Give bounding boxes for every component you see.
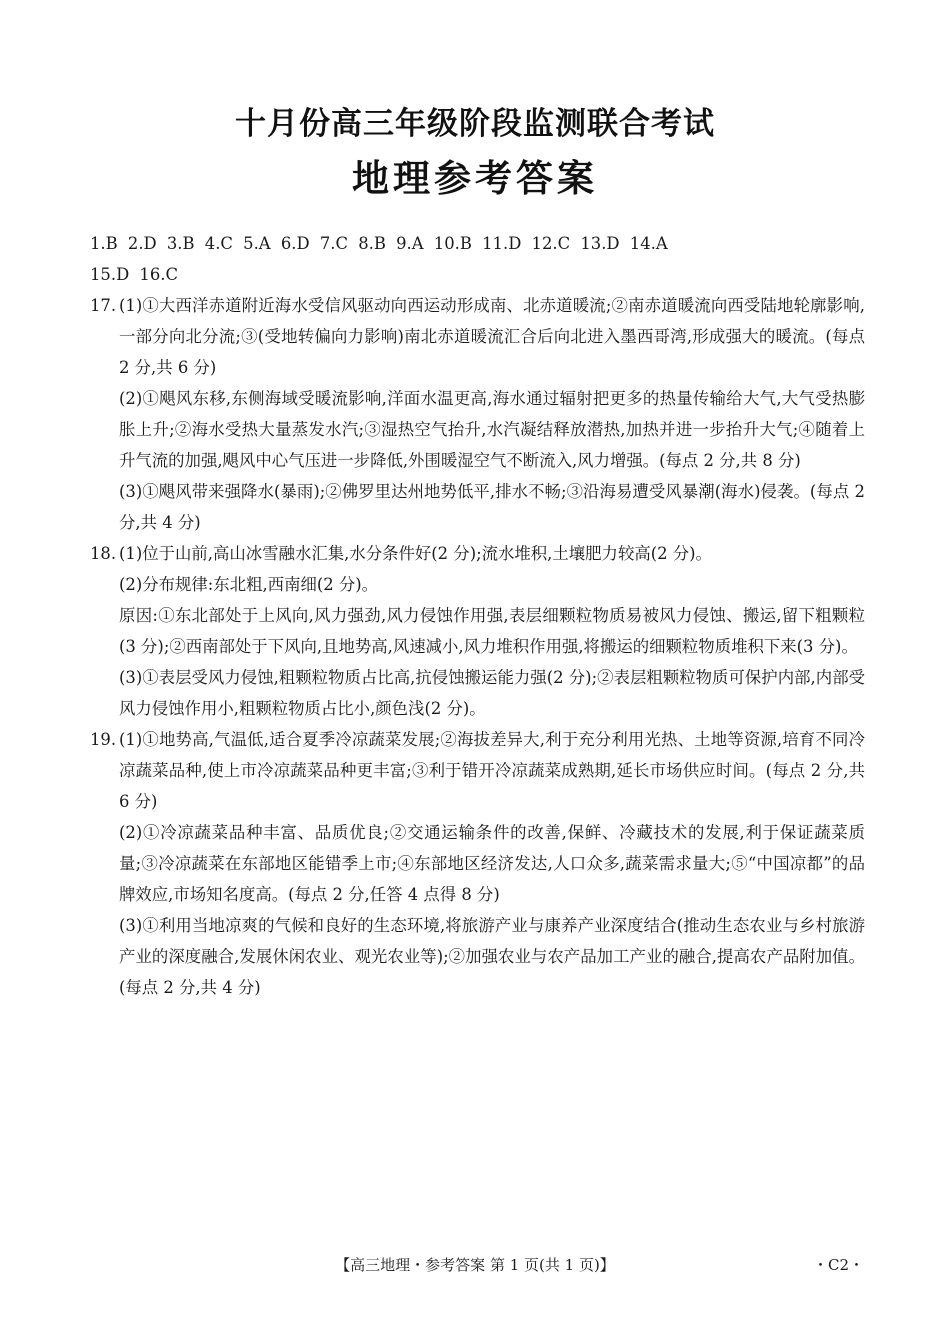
answer-part: (2)①飓风东移,东侧海域受暖流影响,洋面水温更高,海水通过辐射把更多的热量传输给大气,大气受热膨胀上升;②海水受热大量蒸发水汽;③湿热空气抬升,水汽凝结释放潜热,加热并进一步抬升大气;④随着上升气流的加强,飓风中心气压进一步降低,外围暖湿空气不断流入,风力增强。(每点 2 分,共 8 分) bbox=[119, 389, 865, 470]
answer-content bbox=[90, 228, 865, 1003]
answer-part: (3)①利用当地凉爽的气候和良好的生态环境,将旅游产业与康养产业深度结合(推动生态农业与乡村旅游产业的深度融合,发展休闲农业、观光农业等);②加强农业与农产品加工产业的融合,提高农产品附加值。(每点 2 分,共 4 分) bbox=[119, 916, 865, 997]
question-body bbox=[119, 290, 865, 538]
answer-part: (3)①表层受风力侵蚀,粗颗粒物质占比高,抗侵蚀搬运能力强(2 分);②表层粗颗粒物质可保护内部,内部受风力侵蚀作用小,粗颗粒物质占比小,颜色浅(2 分)。 bbox=[119, 668, 865, 718]
page-title: 十月份高三年级阶段监测联合考试 bbox=[235, 106, 715, 142]
question-19 bbox=[90, 724, 865, 1003]
question-body bbox=[119, 724, 865, 1003]
choice-answers-line-2: 15.D 16.C bbox=[90, 265, 179, 284]
answer-part: (3)①飓风带来强降水(暴雨);②佛罗里达州地势低平,排水不畅;③沿海易遭受风暴潮(海水)侵袭。(每点 2 分,共 4 分) bbox=[119, 482, 865, 532]
page-subtitle: 地理参考答案 bbox=[352, 157, 598, 200]
question-number: 18. bbox=[90, 544, 117, 563]
choice-answers-line-1: 1.B 2.D 3.B 4.C 5.A 6.D 7.C 8.B 9.A 10.B 11.D 12.C 13.D 14.A bbox=[90, 234, 668, 253]
page-footer: 【高三地理・参考答案 第 1 页(共 1 页)】 bbox=[335, 1256, 615, 1274]
question-number: 17. bbox=[90, 296, 117, 315]
question-18 bbox=[90, 538, 865, 724]
answer-part: (2)①冷凉蔬菜品种丰富、品质优良;②交通运输条件的改善,保鲜、冷藏技术的发展,利于保证蔬菜质量;③冷凉蔬菜在东部地区能错季上市;④东部地区经济发达,人口众多,蔬菜需求量大;⑤“中国凉都”的品牌效应,市场知名度高。(每点 2 分,任答 4 点得 8 分) bbox=[119, 823, 865, 904]
answer-part: (2)分布规律:东北粗,西南细(2 分)。 bbox=[119, 575, 379, 594]
question-17 bbox=[90, 290, 865, 538]
paper-code: ・C2・ bbox=[812, 1256, 864, 1274]
answer-part: (1)①大西洋赤道附近海水受信风驱动向西运动形成南、北赤道暖流;②南赤道暖流向西受陆地轮廓影响,一部分向北分流;③(受地转偏向力影响)南北赤道暖流汇合后向北进入墨西哥湾,形成强大的暖流。(每点 2 分,共 6 分) bbox=[119, 296, 865, 377]
answer-part: (1)位于山前,高山冰雪融水汇集,水分条件好(2 分);流水堆积,土壤肥力较高(2 分)。 bbox=[119, 544, 712, 563]
answer-part: (1)①地势高,气温低,适合夏季冷凉蔬菜发展;②海拔差异大,利于充分利用光热、土地等资源,培育不同冷凉蔬菜品种,使上市冷凉蔬菜品种更丰富;③利于错开冷凉蔬菜成熟期,延长市场供应时间。(每点 2 分,共 6 分) bbox=[119, 730, 865, 811]
question-number: 19. bbox=[90, 730, 117, 749]
answer-part: 原因:①东北部处于上风向,风力强劲,风力侵蚀作用强,表层细颗粒物质易被风力侵蚀、搬运,留下粗颗粒(3 分);②西南部处于下风向,且地势高,风速减小,风力堆积作用强,将搬运的细颗粒物质堆积下来(3 分)。 bbox=[119, 606, 865, 656]
question-body bbox=[119, 538, 865, 724]
